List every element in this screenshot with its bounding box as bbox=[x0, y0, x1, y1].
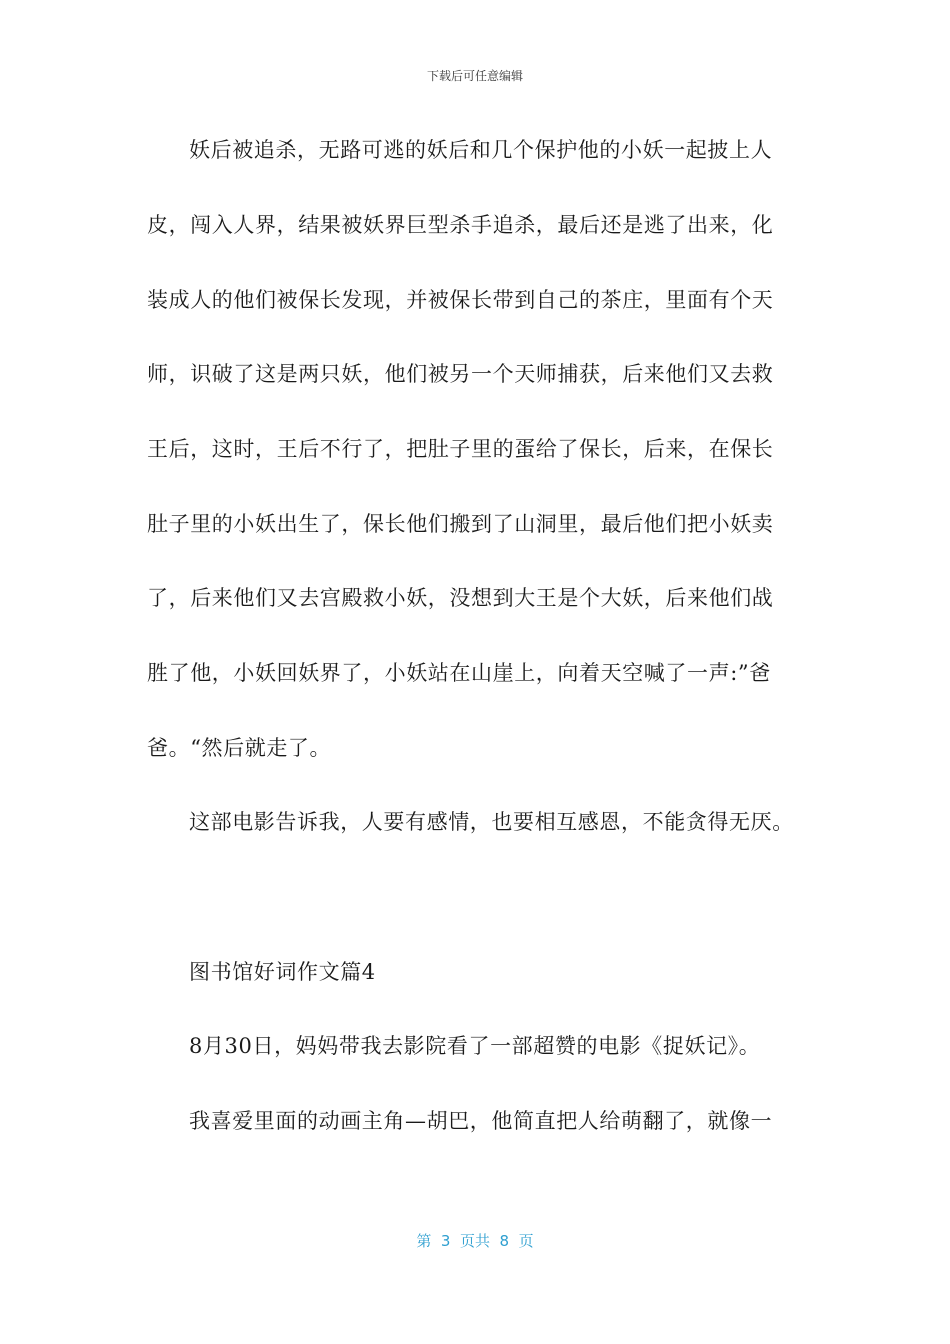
paragraph-line: 肚子里的小妖出生了，保长他们搬到了山洞里，最后他们把小妖卖 bbox=[147, 512, 774, 536]
paragraph-line: 爸。“然后就走了。 bbox=[147, 736, 332, 760]
page-footer: 第 3 页共 8 页 bbox=[416, 1232, 534, 1250]
paragraph-line: 师，识破了这是两只妖，他们被另一个天师捕获，后来他们又去救 bbox=[147, 362, 774, 386]
paragraph-line: 装成人的他们被保长发现，并被保长带到自己的茶庄，里面有个天 bbox=[147, 288, 774, 312]
paragraph-line: 8月30日，妈妈带我去影院看了一部超赞的电影《捉妖记》。 bbox=[189, 1034, 761, 1058]
paragraph-line: 皮，闯入人界，结果被妖界巨型杀手追杀，最后还是逃了出来，化 bbox=[147, 213, 774, 237]
paragraph-line: 胜了他，小妖回妖界了，小妖站在山崖上，向着天空喊了一声:”爸 bbox=[147, 661, 771, 685]
section-heading: 图书馆好词作文篇4 bbox=[189, 960, 376, 984]
paragraph-line: 了，后来他们又去宫殿救小妖，没想到大王是个大妖，后来他们战 bbox=[147, 586, 774, 610]
paragraph-line: 妖后被追杀，无路可逃的妖后和几个保护他的小妖一起披上人 bbox=[189, 138, 773, 162]
paragraph-line: 我喜爱里面的动画主角—胡巴，他简直把人给萌翻了，就像一 bbox=[189, 1109, 773, 1133]
page-header: 下载后可任意编辑 bbox=[426, 69, 523, 83]
paragraph-line: 王后，这时，王后不行了，把肚子里的蛋给了保长，后来，在保长 bbox=[147, 437, 774, 461]
paragraph-line: 这部电影告诉我，人要有感情，也要相互感恩，不能贪得无厌。 bbox=[189, 810, 794, 834]
